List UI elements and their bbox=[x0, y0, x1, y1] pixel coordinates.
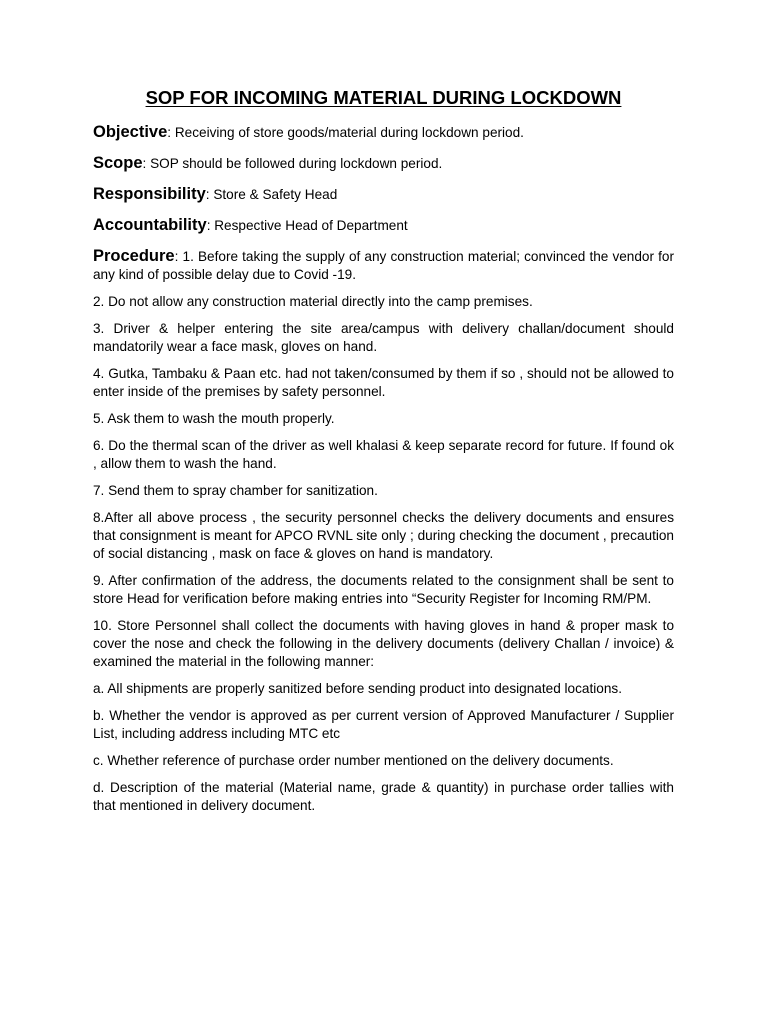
field-label: Scope bbox=[93, 154, 143, 172]
objective-field bbox=[93, 123, 674, 142]
field-label: Responsibility bbox=[93, 185, 206, 203]
accountability-field bbox=[93, 216, 674, 235]
responsibility-field bbox=[93, 185, 674, 204]
procedure-step-3: 3. Driver & helper entering the site area/campus with delivery challan/document should mandatorily wear a face mask, gloves on hand. bbox=[93, 321, 674, 354]
procedure-step-4: 4. Gutka, Tambaku & Paan etc. had not taken/consumed by them if so , should not be allowed to enter inside of the premises by safety personnel. bbox=[93, 366, 674, 399]
procedure-step-10: 10. Store Personnel shall collect the documents with having gloves in hand & proper mask to cover the nose and check the following in the delivery documents (delivery Challan / invoice) & examined the material in the following manner: bbox=[93, 618, 674, 669]
procedure-step-6: 6. Do the thermal scan of the driver as well khalasi & keep separate record for future. If found ok , allow them to wash the hand. bbox=[93, 438, 674, 471]
procedure-step-2: 2. Do not allow any construction material directly into the camp premises. bbox=[93, 294, 533, 309]
check-item-b: b. Whether the vendor is approved as per current version of Approved Manufacturer / Supplier List, including address including MTC etc bbox=[93, 708, 674, 741]
field-label: Objective bbox=[93, 123, 168, 141]
procedure-first-step: : 1. Before taking the supply of any construction material; convinced the vendor for any kind of possible delay due to Covid -19. bbox=[93, 249, 674, 282]
check-item-a: a. All shipments are properly sanitized before sending product into designated locations. bbox=[93, 681, 622, 696]
document-page bbox=[93, 86, 674, 824]
check-item-d: d. Description of the material (Material name, grade & quantity) in purchase order tallies with that mentioned in delivery document. bbox=[93, 780, 674, 813]
procedure-step-5: 5. Ask them to wash the mouth properly. bbox=[93, 411, 335, 426]
procedure-paragraph bbox=[93, 247, 674, 284]
field-value: : SOP should be followed during lockdown period. bbox=[142, 156, 443, 171]
document-title: SOP FOR INCOMING MATERIAL DURING LOCKDOWN bbox=[145, 87, 622, 108]
procedure-step-7: 7. Send them to spray chamber for sanitization. bbox=[93, 483, 378, 498]
procedure-label: Procedure bbox=[93, 247, 175, 265]
procedure-step-9: 9. After confirmation of the address, the documents related to the consignment shall be sent to store Head for verification before making entries into “Security Register for Incoming RM/PM. bbox=[93, 573, 674, 606]
field-value: : Receiving of store goods/material during lockdown period. bbox=[167, 125, 524, 140]
field-value: : Store & Safety Head bbox=[205, 187, 338, 202]
field-value: : Respective Head of Department bbox=[206, 218, 408, 233]
scope-field bbox=[93, 154, 674, 173]
field-label: Accountability bbox=[93, 216, 207, 234]
check-item-c: c. Whether reference of purchase order number mentioned on the delivery documents. bbox=[93, 753, 614, 768]
procedure-step-8: 8.After all above process , the security personnel checks the delivery documents and ensures that consignment is meant for APCO RVNL site only ; during checking the document , precaution of social distancing , mask on face & gloves on hand is mandatory. bbox=[93, 510, 674, 561]
